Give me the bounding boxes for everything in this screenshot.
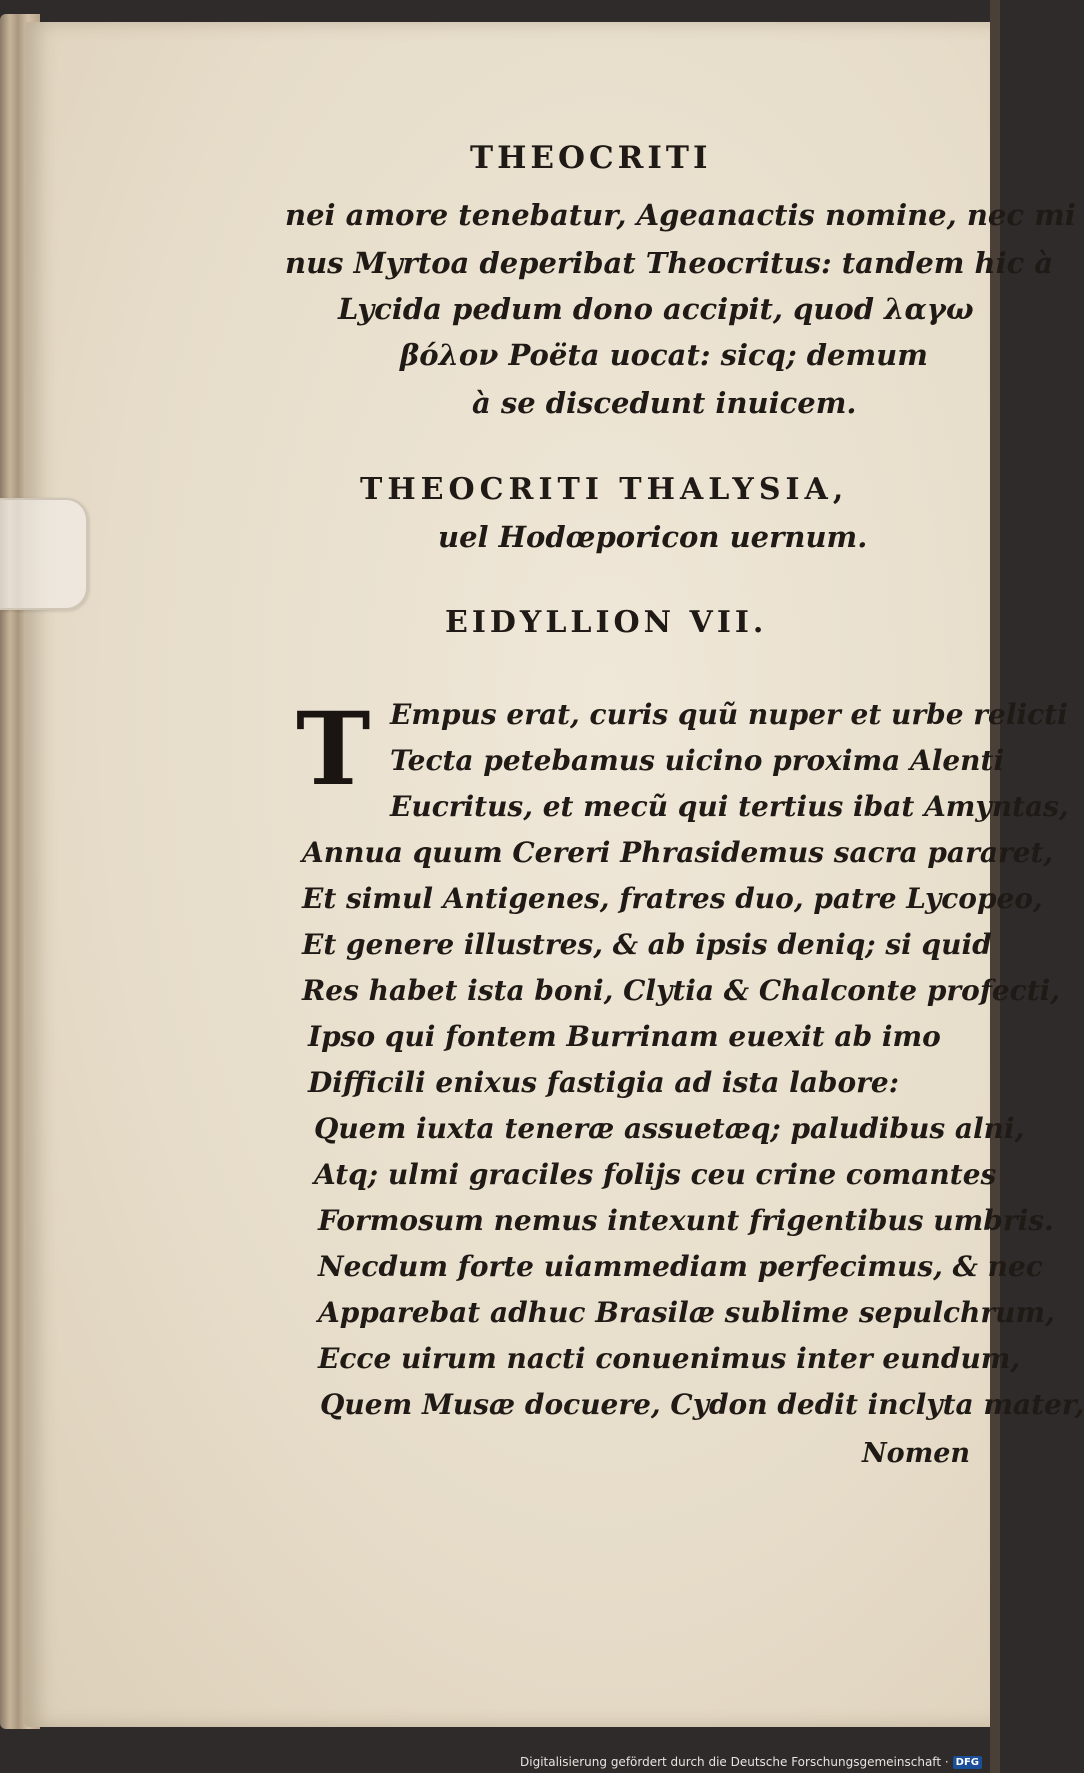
eidyllion-heading: EIDYLLION VII. — [445, 605, 768, 640]
catchword: Nomen — [862, 1438, 971, 1469]
poem-subtitle: uel Hodœporicon uernum. — [438, 520, 868, 554]
argument-line: à se discedunt inuicem. — [472, 386, 857, 420]
digitization-credit — [520, 1755, 982, 1769]
verse-line: Et simul Antigenes, fratres duo, patre Lycopeo, — [302, 882, 1043, 915]
verse-line: Ecce uirum nacti conuenimus inter eundum, — [318, 1342, 1021, 1375]
argument-line: nei amore tenebatur, Ageanactis nomine, nec mi — [285, 198, 1076, 232]
drop-cap: T — [296, 690, 371, 808]
verse-line: Quem Musæ docuere, Cydon dedit inclyta mater, — [320, 1388, 1084, 1421]
verse-line: Formosum nemus intexunt frigentibus umbris. — [318, 1204, 1054, 1237]
argument-line: nus Myrtoa deperibat Theocritus: tandem hic à — [285, 246, 1054, 280]
page-marker-tab — [0, 498, 88, 610]
argument-line: βόλον Poëta uocat: sicq; demum — [400, 338, 928, 372]
verse-line: Difficili enixus fastigia ad ista labore: — [308, 1066, 900, 1099]
verse-line: Necdum forte uiammediam perfecimus, & nec — [318, 1250, 1043, 1283]
argument-line: Lycida pedum dono accipit, quod λαγω — [338, 292, 974, 326]
verse-line: Atq; ulmi graciles folijs ceu crine comantes — [314, 1158, 997, 1191]
verse-line: Res habet ista boni, Clytia & Chalconte profecti, — [302, 974, 1061, 1007]
verse-line: Eucritus, et mecũ qui tertius ibat Amyntas, — [390, 790, 1069, 823]
credit-text: Digitalisierung gefördert durch die Deutsche Forschungsgemeinschaft · — [520, 1755, 949, 1769]
verse-line: Ipso qui fontem Burrinam euexit ab imo — [308, 1020, 941, 1053]
verse-line: Et genere illustres, & ab ipsis deniq; si quid — [302, 928, 992, 961]
running-head: THEOCRITI — [470, 140, 712, 176]
verse-line: Apparebat adhuc Brasilæ sublime sepulchrum, — [318, 1296, 1055, 1329]
dfg-logo: DFG — [953, 1756, 982, 1769]
verse-line: Annua quum Cereri Phrasidemus sacra pararet, — [302, 836, 1054, 869]
poem-title: THEOCRITI THALYSIA, — [360, 472, 849, 507]
verse-line: Quem iuxta teneræ assuetæq; paludibus alni, — [314, 1112, 1025, 1145]
verse-line: Tecta petebamus uicino proxima Alenti — [390, 744, 1005, 777]
verse-line: Empus erat, curis quũ nuper et urbe relicti — [390, 698, 1068, 731]
